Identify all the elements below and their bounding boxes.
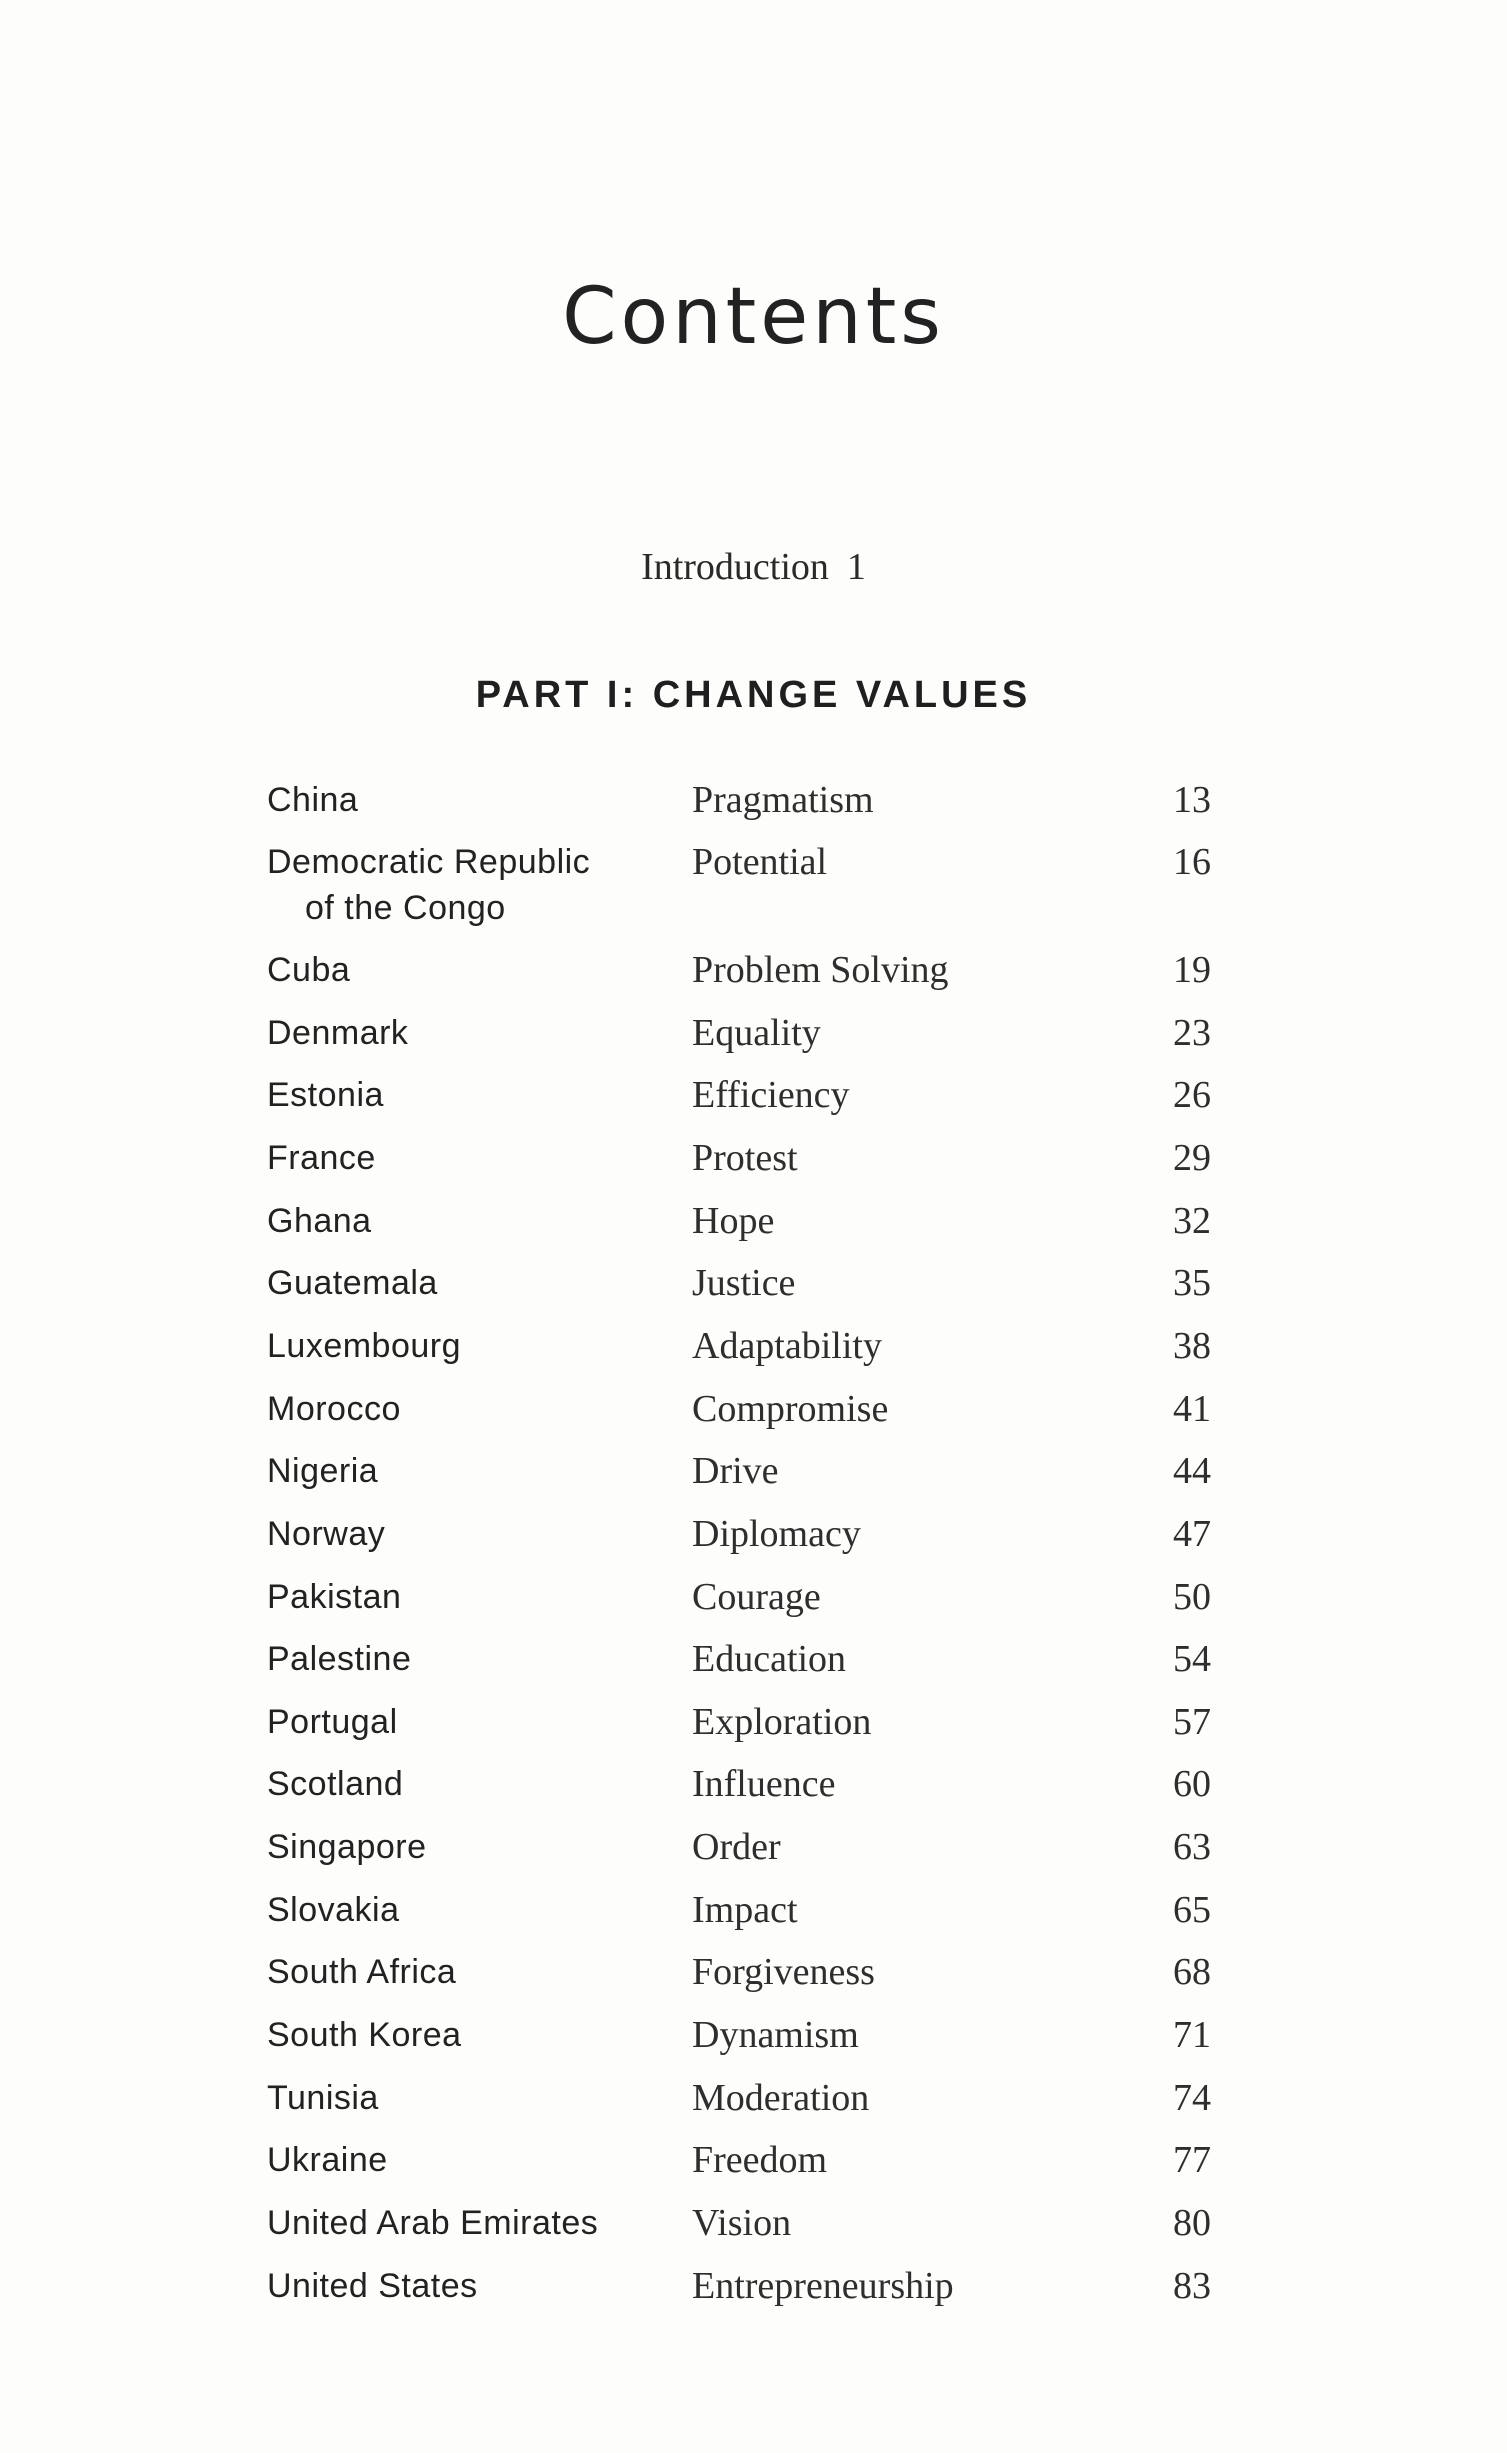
entry-country: [267, 777, 358, 823]
entry-page-number: 47: [1173, 1512, 1211, 1555]
entry-page-number: 23: [1173, 1011, 1211, 1054]
entry-value: Compromise: [692, 1387, 889, 1430]
entry-country-text: Palestine: [267, 1640, 412, 1679]
entry-value: Drive: [692, 1450, 779, 1493]
entry-value: Entrepreneurship: [692, 2264, 954, 2307]
entry-country-text: Pakistan: [267, 1577, 402, 1616]
entry-country: [267, 1198, 372, 1244]
entry-page-number: 38: [1173, 1324, 1211, 1367]
entry-country: [267, 1386, 401, 1432]
entry-page-number: 13: [1173, 779, 1211, 821]
entry-country-text: Cuba: [267, 951, 351, 989]
entry-value: Exploration: [692, 1700, 872, 1743]
entry-page-number: 74: [1173, 2076, 1211, 2119]
entry-value: Freedom: [692, 2139, 828, 2182]
entry-country-text: Norway: [267, 1514, 386, 1553]
entry-value: Forgiveness: [692, 1951, 875, 1994]
entry-value: Justice: [692, 1262, 796, 1305]
entry-country-text: Portugal: [267, 1702, 398, 1741]
toc-introduction[interactable]: [0, 545, 1507, 589]
page-title: Contents: [562, 272, 945, 362]
entry-country-text: Estonia: [267, 1076, 384, 1115]
entry-country: [267, 2012, 462, 2058]
entry-country: [267, 1824, 427, 1870]
entry-value: Courage: [692, 1575, 821, 1618]
entry-country-text: South Korea: [267, 2016, 462, 2055]
entry-country-text: Slovakia: [267, 1890, 400, 1929]
entry-page-number: 50: [1173, 1575, 1211, 1618]
entry-value: Potential: [692, 841, 828, 883]
entry-value: Dynamism: [692, 2014, 859, 2057]
entry-value: Pragmatism: [692, 779, 874, 821]
entry-country: [267, 1636, 411, 1682]
entry-country: [267, 1949, 456, 1995]
entry-page-number: 41: [1173, 1387, 1211, 1430]
entry-value: Education: [692, 1638, 847, 1681]
entry-page-number: 63: [1173, 1826, 1211, 1869]
entry-country-text: Denmark: [267, 1013, 409, 1052]
entry-value: Adaptability: [692, 1324, 882, 1367]
entry-value: Equality: [692, 1011, 821, 1054]
entry-country: [267, 2137, 388, 2183]
entry-country: [267, 1323, 461, 1369]
entry-page-number: 60: [1173, 1763, 1211, 1806]
entry-country-text: Tunisia: [267, 2078, 379, 2117]
entry-country: [267, 2263, 478, 2309]
entry-country: [267, 1072, 384, 1118]
entry-country-text: South Africa: [267, 1953, 457, 1992]
entry-value: Order: [692, 1826, 781, 1869]
entry-value: Hope: [692, 1199, 775, 1242]
entry-value: Protest: [692, 1136, 798, 1179]
entry-page-number: 16: [1173, 841, 1211, 883]
entry-country: [267, 1260, 438, 1306]
entry-country: [267, 2200, 598, 2246]
entry-country: [267, 2075, 379, 2121]
entry-country-text: Singapore: [267, 1828, 427, 1867]
entry-country-text: Nigeria: [267, 1452, 379, 1491]
entry-country-text: United Arab Emirates: [267, 2204, 599, 2242]
entry-country: [267, 1574, 401, 1620]
entry-country: [267, 947, 350, 993]
entry-page-number: 71: [1173, 2014, 1211, 2057]
entry-page-number: 26: [1173, 1074, 1211, 1117]
entry-page-number: 65: [1173, 1888, 1211, 1931]
introduction-label: Introduction: [641, 546, 829, 588]
entry-country-text: Scotland: [267, 1765, 404, 1804]
introduction-page: 1: [846, 546, 866, 588]
entry-value: Problem Solving: [692, 949, 949, 991]
entry-country: [267, 1135, 376, 1181]
entry-country-text: Democratic Republic: [267, 843, 591, 881]
entry-country: [267, 1448, 378, 1494]
entry-country: [267, 1699, 398, 1745]
entry-country: [267, 1010, 408, 1056]
entry-country: [267, 1761, 403, 1807]
entry-page-number: 54: [1173, 1638, 1211, 1681]
entry-country: [267, 1511, 385, 1557]
entry-country-text: Luxembourg: [267, 1326, 462, 1365]
entry-country-text: Guatemala: [267, 1264, 438, 1303]
entry-country-text: Ghana: [267, 1201, 372, 1240]
entry-value: Influence: [692, 1763, 836, 1806]
entry-page-number: 80: [1173, 2202, 1211, 2244]
entry-page-number: 57: [1173, 1700, 1211, 1743]
entry-value: Diplomacy: [692, 1512, 861, 1555]
entry-page-number: 83: [1173, 2264, 1211, 2307]
entry-value: Efficiency: [692, 1074, 850, 1117]
entry-country-text: United States: [267, 2266, 478, 2305]
entry-page-number: 77: [1173, 2139, 1211, 2182]
entry-country-text: Morocco: [267, 1389, 401, 1428]
entry-country-text-line2: of the Congo: [305, 889, 506, 927]
part-heading: PART I: CHANGE VALUES: [475, 674, 1032, 716]
entry-value: Vision: [692, 2202, 792, 2244]
entry-value: Moderation: [692, 2076, 870, 2119]
entry-page-number: 19: [1173, 949, 1211, 991]
entry-value: Impact: [692, 1888, 798, 1931]
entry-country: [267, 839, 590, 931]
entry-page-number: 32: [1173, 1199, 1211, 1242]
entry-country-text: China: [267, 781, 359, 819]
entry-page-number: 29: [1173, 1136, 1211, 1179]
entry-page-number: 44: [1173, 1450, 1211, 1493]
entry-page-number: 35: [1173, 1262, 1211, 1305]
entry-page-number: 68: [1173, 1951, 1211, 1994]
entry-country-text: Ukraine: [267, 2141, 388, 2180]
entry-country: [267, 1887, 400, 1933]
entry-country-text: France: [267, 1138, 376, 1177]
